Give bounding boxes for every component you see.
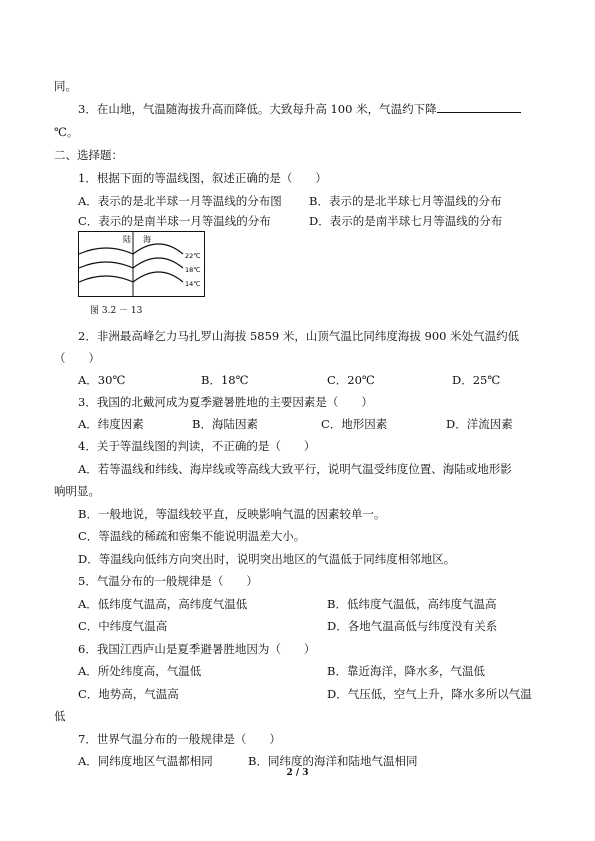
isotherm-label-18: 18℃ [185,266,201,274]
isotherm-figure [78,231,205,297]
question-3-fill [78,101,521,117]
option-4a-cont: 响明显。 [54,484,100,498]
label-land: 陆 [123,235,131,244]
option-4a: A．若等温线和纬线、海岸线或等高线大致平行，说明气温受纬度位置、海陆或地形影 [78,462,512,476]
option-2c: C．20℃ [327,373,375,387]
question-2: 2．非洲最高峰乞力马扎罗山海拔 5859 米，山顶气温比同纬度海拔 900 米处气温约低 [78,329,520,343]
option-1b: B．表示的是北半球七月等温线的分布 [309,194,502,208]
label-sea: 海 [143,235,151,244]
option-1d: D．表示的是南半球七月等温线的分布 [309,214,503,228]
unit-text: ℃。 [54,125,79,139]
option-1a: A．表示的是北半球一月等温线的分布图 [78,194,282,208]
option-5c: C．中纬度气温高 [78,619,168,633]
question-1: 1．根据下面的等温线图，叙述正确的是（ ） [78,171,327,185]
page-number: 2 / 3 [286,768,309,778]
option-7a: A．同纬度地区气温都相同 [78,754,213,768]
option-5a: A．低纬度气温高，高纬度气温低 [78,597,248,611]
isotherm-18 [79,258,183,268]
option-7b: B．同纬度的海洋和陆地气温相同 [248,754,418,768]
text-line: 同。 [54,79,77,93]
option-6c: C．地势高，气温高 [78,687,179,701]
option-2a: A．30℃ [78,373,126,387]
question-4: 4．关于等温线图的判读，不正确的是（ ） [78,439,316,453]
isotherm-22 [79,244,183,254]
option-3b: B．海陆因素 [192,417,258,431]
question-3: 3．我国的北戴河成为夏季避暑胜地的主要因素是（ ） [78,395,373,409]
option-2b: B．18℃ [201,373,249,387]
answer-blank[interactable] [437,101,521,113]
question-6: 6．我国江西庐山是夏季避暑胜地因为（ ） [78,642,316,656]
question-5: 5．气温分布的一般规律是（ ） [78,574,258,588]
section-heading: 二、选择题： [54,148,123,162]
option-3d: D．洋流因素 [446,417,513,431]
question-7: 7．世界气温分布的一般规律是（ ） [78,732,281,746]
isotherm-label-14: 14℃ [185,280,201,288]
option-4d: D．等温线向低纬方向突出时，说明突出地区的气温低于同纬度相邻地区。 [78,552,456,566]
option-6b: B．靠近海洋，降水多，气温低 [327,664,485,678]
option-4c: C．等温线的稀疏和密集不能说明温差大小。 [78,529,306,543]
isotherm-chart [79,232,204,296]
question-2-paren: （ ） [54,351,100,365]
option-6d-cont: 低 [54,709,66,723]
question-text: 3．在山地，气温随海拔升高而降低。大致每升高 100 米，气温约下降 [78,102,437,116]
option-1c: C．表示的是南半球一月等温线的分布 [78,214,271,228]
option-5d: D．各地气温高低与纬度没有关系 [327,619,498,633]
option-3a: A．纬度因素 [78,417,144,431]
option-6d: D．气压低，空气上升，降水多所以气温 [327,687,532,701]
option-4b: B．一般地说，等温线较平直，反映影响气温的因素较单一。 [78,507,386,521]
option-6a: A．所处纬度高，气温低 [78,664,202,678]
isotherm-label-22: 22℃ [185,252,201,260]
figure-caption: 图 3.2 － 13 [90,306,143,316]
isotherm-14 [79,272,183,282]
option-3c: C．地形因素 [321,417,388,431]
option-5b: B．低纬度气温低，高纬度气温高 [327,597,497,611]
option-2d: D．25℃ [452,373,501,387]
